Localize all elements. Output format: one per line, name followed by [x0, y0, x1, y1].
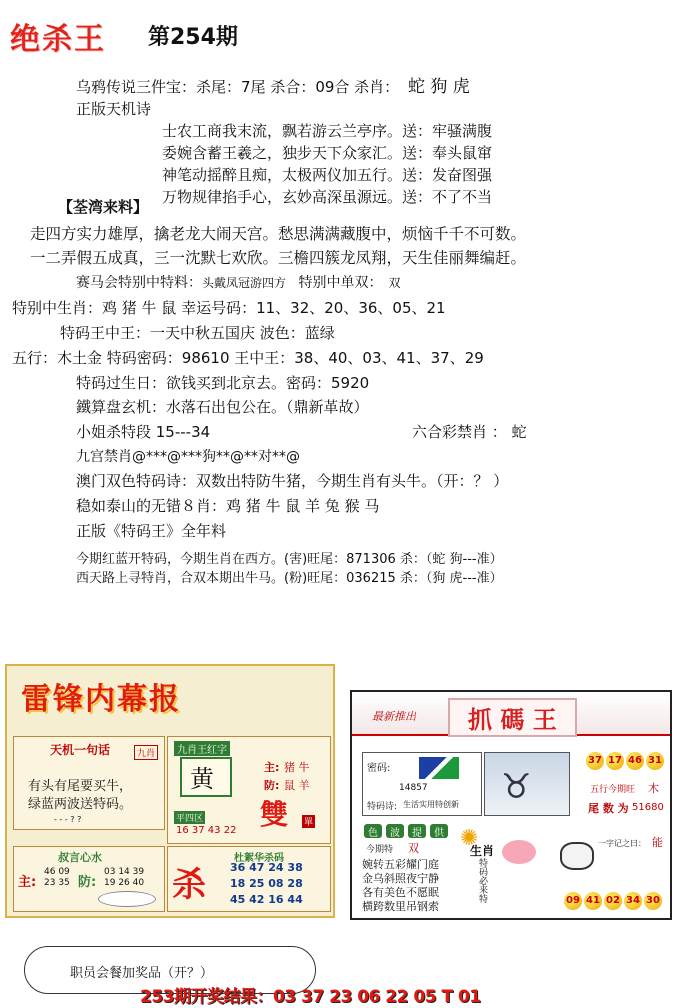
dan-tag: 單 — [302, 815, 315, 828]
line-quanwan-2: 一二弄假五成真，三一沈默七欢欣。三檐四簇龙凤翔，天生佳丽舞编赶。 — [30, 249, 527, 267]
yizi-label: 一字记之曰： — [598, 839, 646, 848]
ball-bottom-1: 09 — [564, 892, 582, 910]
sha-title: 杜絮华杀码 — [234, 853, 284, 864]
fang-label: 防: — [264, 779, 280, 792]
chip-2: 提 — [408, 824, 426, 838]
line-xiaojie: 小姐杀特段 15---34 — [76, 423, 211, 441]
tianji-stamp: 九肖 — [134, 745, 158, 760]
footer-cloud-text: 职员会餐加奖品（开？） — [70, 966, 214, 981]
heart-title: 叔言心水 — [58, 851, 102, 864]
line-saima — [76, 272, 400, 292]
jinqi-label: 今期特 — [366, 845, 394, 855]
line-wuya-animals: 蛇 狗 虎 — [407, 77, 470, 97]
tianji-ticks: - - - ? ? — [54, 815, 82, 824]
poem-r-2: 金乌斜照夜宁静 — [362, 872, 439, 885]
center-char: 黄 — [190, 765, 214, 793]
tianji-box — [13, 736, 165, 830]
teshi-label: 特码诗: — [367, 802, 398, 812]
yizi-value: 能 — [652, 836, 663, 849]
card-leifeng-title: 雷锋内幕报 — [21, 682, 181, 717]
line-hongl: 今期红蓝开特码，今期生肖在西方。(害)旺尾：871306 杀：（蛇 狗---准） — [76, 552, 503, 567]
heart-left-nums: 46 09 23 35 — [44, 867, 70, 888]
logo-icon — [419, 757, 459, 779]
heart-zhu: 主: — [18, 875, 37, 890]
sun-icon: ✺ — [460, 826, 479, 851]
line-quanwan-1: 走四方实力雄厚，擒老龙大闹天宫。愁思满满藏腹中，烦恼千千不可数。 — [30, 225, 527, 243]
tianji-title: 天机一句话 — [50, 743, 111, 757]
saima-value: 头戴凤冠游四方 — [202, 276, 287, 290]
line-wencuo: 稳如泰山的无错８肖：鸡 猪 牛 鼠 羊 兔 猴 马 — [76, 497, 380, 515]
ball-bottom-4: 34 — [624, 892, 642, 910]
saima-label: 赛马会特别中特料： — [76, 275, 202, 291]
sha-row-1: 36 47 24 38 — [230, 861, 303, 874]
ball-top-1: 37 — [586, 752, 604, 770]
jinqi-value: 双 — [408, 842, 419, 855]
heart-fang: 防: — [78, 875, 97, 890]
pig-icon — [502, 840, 536, 864]
banner-left: 最新推出 — [372, 710, 416, 723]
weishu-label: 尾 数 为 — [588, 802, 629, 815]
ball-top-3: 46 — [626, 752, 644, 770]
line-jiugong: 九宫禁肖@***@***狗**@**对**@ — [76, 449, 300, 465]
line-tianji-title: 正版天机诗 — [76, 100, 152, 118]
pingte-numbers: 16 37 43 22 — [176, 825, 237, 836]
cow-icon — [560, 842, 594, 870]
chip-1: 波 — [386, 824, 404, 838]
ball-bottom-5: 30 — [644, 892, 662, 910]
wuxing-value: 木 — [648, 782, 659, 795]
heart-right-nums: 03 14 39 19 26 40 — [104, 867, 145, 888]
poem-r-1: 婉转五彩耀门庭 — [362, 858, 439, 871]
danshuang-value: 双 — [388, 276, 401, 290]
mima-label: 密码: — [367, 763, 391, 774]
line-zhengban: 正版《特码王》全年料 — [76, 522, 227, 540]
poem-r-4: 横跨数里吊钢索 — [362, 900, 439, 913]
line-wuya-text: 乌鸦传说三件宝：杀尾：7尾 杀合：09合 杀肖： — [76, 78, 400, 96]
footer-result: 253期开奖结果：03 37 23 06 22 05 T 01 — [140, 987, 481, 1007]
card-zhuama — [350, 690, 672, 920]
line-tiesuan: 鐵算盘玄机：水落石出包公在。（鼎新革故） — [76, 398, 369, 416]
heart-box — [13, 846, 165, 912]
chip-3: 供 — [430, 824, 448, 838]
tianji-text-2: 绿蓝两波送特码。 — [28, 797, 133, 812]
center-box — [167, 736, 331, 844]
heart-oval — [98, 891, 156, 907]
logo-title: 绝杀王 — [10, 22, 106, 57]
center-label: 九肖王红字 — [174, 741, 230, 756]
line-shengxiao: 特别中生肖：鸡 猪 牛 鼠 幸运号码：11、32、20、36、05、21 — [12, 299, 446, 317]
sha-row-2: 18 25 08 28 — [230, 877, 303, 890]
line-jinxiao: 六合彩禁肖 ： 蛇 — [412, 423, 527, 441]
line-tema-wang: 特码王中王：一天中秋五国庆 波色：蓝绿 — [60, 324, 335, 342]
fang-value: 鼠 羊 — [284, 779, 310, 792]
bull-image — [484, 752, 570, 816]
issue-number: 第254期 — [148, 25, 238, 50]
ball-top-4: 31 — [646, 752, 664, 770]
poem-line-4: 万物规律掐手心，玄妙高深虽源远。送：不了不当 — [162, 188, 493, 206]
sha-row-3: 45 42 16 44 — [230, 893, 303, 906]
card-leifeng — [5, 664, 335, 918]
poem-line-2: 委婉含蓄王羲之，独步天下众家汇。送：奉头鼠窜 — [162, 144, 493, 162]
line-xitian: 西天路上寻特肖，合双本期出牛马。(粉)旺尾：036215 杀：（狗 虎---准） — [76, 571, 503, 586]
zhu-value: 猪 牛 — [284, 761, 310, 774]
line-aomen: 澳门双色特码诗：双数出特防牛猪，今期生肖有头牛。（开：？ ） — [76, 472, 509, 490]
pingte-label: 平四区 — [174, 811, 205, 824]
side-text: 特码必来特 — [477, 858, 487, 903]
poem-line-3: 神笔动摇醉且痴，太极两仪加五行。送：发奋图强 — [162, 166, 493, 184]
ball-bottom-3: 02 — [604, 892, 622, 910]
zhuama-title: 抓 碼 王 — [448, 698, 577, 737]
mima-value: 14857 — [399, 783, 428, 793]
chip-0: 色 — [364, 824, 382, 838]
shuang-char: 雙 — [260, 798, 289, 831]
sha-char: 杀 — [172, 865, 206, 905]
line-shengri: 特码过生日：欲钱买到北京去。密码：5920 — [76, 374, 370, 392]
poem-r-3: 各有美色不愿眠 — [362, 886, 439, 899]
line-wuxing: 五行：木土金 特码密码：98610 王中王：38、40、03、41、37、29 — [12, 349, 484, 367]
bull-icon: ♉ — [501, 767, 532, 807]
tianji-text-1: 有头有尾要买牛， — [28, 779, 133, 794]
shengxiao-label: 生肖 — [470, 844, 495, 858]
sha-box — [167, 846, 331, 912]
ball-top-2: 17 — [606, 752, 624, 770]
danshuang-label: 特别中单双： — [298, 275, 383, 291]
ball-bottom-2: 41 — [584, 892, 602, 910]
poem-line-1: 士农工商我末流，飘若游云兰亭序。送：牢骚满腹 — [162, 122, 493, 140]
teshi-value: 生活实用特创新 — [403, 800, 459, 809]
line-quanwan: 【荃湾来料】 — [58, 198, 149, 216]
wuxing-label: 五行今期旺 — [590, 785, 636, 795]
zhu-label: 主: — [264, 761, 280, 774]
mima-box — [362, 752, 482, 816]
weishu-value: 51680 — [632, 802, 664, 813]
line-wuya — [76, 72, 470, 97]
